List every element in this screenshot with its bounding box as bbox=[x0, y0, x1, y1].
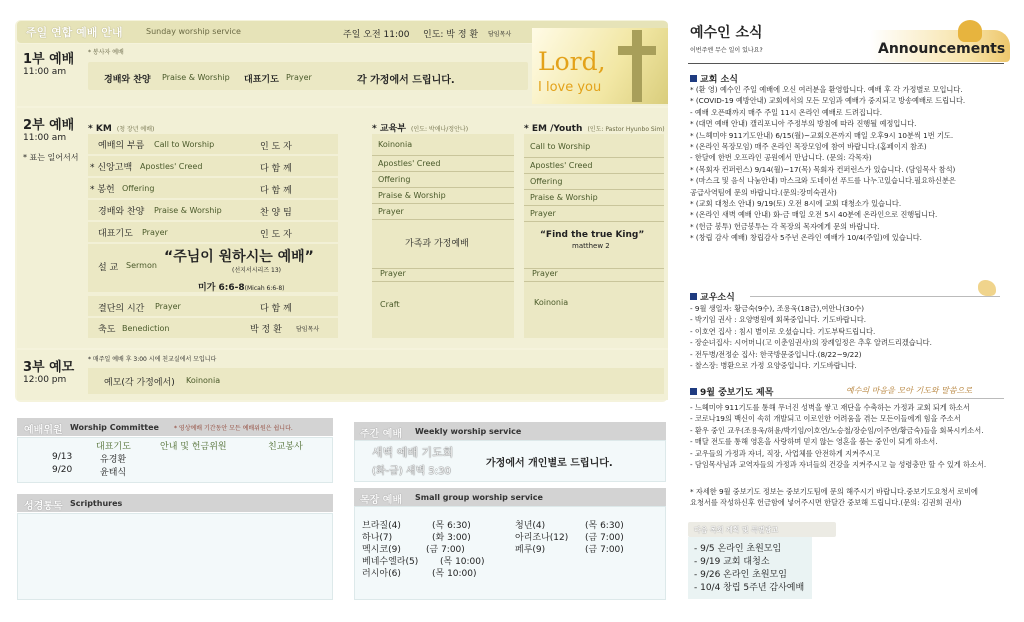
church-item: 공급사역팀에 문의 바랍니다.(문의:장미숙권사) bbox=[690, 187, 837, 197]
member-item: - 찰스장: 병환으로 가정 요양중입니다. 기도바랍니다. bbox=[690, 361, 857, 371]
person-icon bbox=[958, 20, 982, 42]
em-koinonia: Koinonia bbox=[534, 298, 569, 307]
km-end2-role: 담임목사 bbox=[296, 326, 320, 333]
ed-middle: 가족과 가정예배 bbox=[405, 239, 469, 249]
s3-item: 예모(각 가정에서) bbox=[104, 378, 175, 388]
em-row: Apostles' Creed bbox=[524, 158, 664, 174]
committee-col: 대표기도 bbox=[96, 442, 131, 452]
small-time: (목 10:00) bbox=[432, 569, 477, 579]
small-time: (금 7:00) bbox=[426, 545, 465, 555]
section1-note: * 봉사자 예배 bbox=[88, 49, 124, 56]
committee-col: 안내 및 헌금위원 bbox=[160, 442, 227, 452]
member-item: - 9월 생일자: 황금숙(9수), 조용욱(18금),여안나(30수) bbox=[690, 304, 865, 313]
ed-head-label: * 교육부 bbox=[372, 124, 406, 134]
news-rule bbox=[688, 63, 1004, 64]
km-head-sub: (청 장년 예배) bbox=[116, 126, 155, 133]
small-time: (목 6:30) bbox=[585, 521, 624, 531]
ed-craft: Craft bbox=[380, 300, 400, 309]
section2-note: * 표는 일어서서 bbox=[23, 153, 79, 162]
km-row bbox=[88, 222, 338, 242]
lord-line2: I love you bbox=[538, 80, 602, 95]
plan-item: - 9/19 교회 대청소 bbox=[694, 557, 770, 567]
section3-time: 12:00 pm bbox=[23, 375, 67, 385]
small-time: (목 10:00) bbox=[440, 557, 485, 567]
weekly-line2: (화-금) 새벽 5:30 bbox=[372, 466, 451, 477]
prayer-script: 예수의 마음을 모아 기도와 말씀으로 bbox=[846, 386, 973, 395]
committee-name: 유경환 bbox=[100, 455, 127, 465]
ed-head-sub: (인도: 박애나/정안나) bbox=[411, 126, 469, 133]
km-row-who: 인 도 자 bbox=[260, 142, 292, 152]
prayer-foot1: * 자세한 9월 중보기도 정보는 중보기도팀에 문의 해주시기 바랍니다.중보기도요청서 로비에 bbox=[690, 487, 978, 496]
small-row bbox=[362, 530, 485, 542]
small-time: (금 7:00) bbox=[585, 533, 624, 543]
church-item: * (목회자 컨퍼런스) 9/14(월)~17(목) 목회자 컨퍼런스가 있습니다. (담임목사 참석) bbox=[690, 164, 956, 174]
km-row-en: Offering bbox=[122, 184, 155, 193]
plan-item: - 10/4 창립 5주년 감사예배 bbox=[694, 583, 805, 593]
member-item: - 장순녀집사: 시어머니(고 이춘임권사)의 장례일정은 추후 알려드리겠습니다. bbox=[690, 338, 932, 348]
km-end2-en: Benediction bbox=[122, 324, 170, 333]
small-row bbox=[362, 542, 485, 554]
km-row-who: 다 함 께 bbox=[260, 164, 292, 174]
small-row bbox=[515, 518, 624, 530]
km-row-en: Call to Worship bbox=[154, 140, 215, 149]
plan-item: - 9/5 온라인 초원모임 bbox=[694, 544, 782, 554]
ed-row: Praise & Worship bbox=[372, 188, 514, 204]
em-middle2: matthew 2 bbox=[572, 242, 610, 250]
em-row: Call to Worship bbox=[524, 142, 664, 158]
prayer-foot2: 요청서를 작성하신후 헌금함에 넣어주시면 한달간 중보해 드립니다.(문의: 김권희 권사) bbox=[690, 498, 962, 508]
sermon-title: “주님이 원하시는 예배” bbox=[164, 249, 314, 265]
km-row-who: 찬 양 팀 bbox=[260, 208, 292, 218]
news-subtitle: 이번주엔 무슨 일이 있나요? bbox=[690, 47, 763, 54]
church-list bbox=[690, 84, 965, 244]
ed-prayer: Prayer bbox=[372, 268, 514, 282]
km-rows bbox=[88, 134, 338, 244]
scripture-title-en: Scripthures bbox=[70, 499, 123, 508]
cross-icon bbox=[632, 30, 642, 102]
em-middle1: “Find the true King” bbox=[540, 230, 645, 240]
small-row bbox=[362, 518, 485, 530]
km-row-ko: 경배와 찬양 bbox=[98, 207, 145, 217]
church-item: * (느헤미야 911기도안내) 6/15(월)~교회오픈까지 매일 오후9시 10분씩 1번 기도. bbox=[690, 130, 954, 140]
small-time: (화 3:00) bbox=[432, 533, 471, 543]
service-leader: 인도: 박 정 환 bbox=[423, 30, 479, 40]
prayer-item: - 매달 전도를 통해 영혼을 사랑하며 믿지 않는 영혼을 품는 중인이 되게 하소서. bbox=[690, 437, 938, 447]
em-row: Praise & Worship bbox=[524, 190, 664, 206]
sermon-label: 설 교 bbox=[98, 263, 119, 273]
s1-item2: 대표기도 bbox=[244, 75, 279, 85]
committee-title: 예배위원 bbox=[24, 425, 63, 436]
km-row-en: Praise & Worship bbox=[154, 206, 222, 215]
section1-time: 11:00 am bbox=[23, 67, 67, 77]
service-time: 주일 오전 11:00 bbox=[343, 30, 410, 40]
church-item: * (COVID-19 예방안내) 교회에서의 모든 모임과 예배가 중지되고 방송예배로 드립니다. bbox=[690, 96, 966, 106]
prayer-item: - 환우 중인 교우(조용욱/허윤/박기임/이호연/노승철/장순임/이주연/황금숙)들을 회복시키소서. bbox=[690, 425, 984, 435]
church-item: * (온라인 새벽 예배 안내) 화-금 매일 오전 5시 40분에 온라인으로 진행됩니다. bbox=[690, 210, 938, 220]
church-head-label: 교회 소식 bbox=[700, 75, 738, 85]
church-item: * (온라인 목장모임) 매주 온라인 목장모임에 참여 바랍니다.(홈페이지 참조) bbox=[690, 142, 927, 152]
small-group: 베네수엘라(5) bbox=[362, 557, 419, 567]
church-item: * (마스크 및 음식 나눔안내) 마스크와 도네이션 푸드를 나누고있습니다.필요하신분은 bbox=[690, 176, 956, 186]
small-time: (목 6:30) bbox=[432, 521, 471, 531]
ed-head bbox=[372, 116, 468, 135]
km-row bbox=[88, 200, 338, 220]
small-row bbox=[515, 542, 624, 554]
ed-row: Offering bbox=[372, 172, 514, 188]
small-group: 브라질(4) bbox=[362, 521, 401, 531]
km-row-who: 다 함 께 bbox=[260, 186, 292, 196]
cross-bar bbox=[618, 46, 656, 55]
weekly-line1: 새벽 예배 기도회 bbox=[372, 446, 454, 459]
prayer-item: - 코로나19의 백신이 속히 개발되고 이로인한 어려움을 겪는 모든이들에게 힘을 주소서 bbox=[690, 414, 961, 424]
prayer-rule bbox=[690, 398, 1004, 399]
km-row-ko: * 봉헌 bbox=[90, 185, 115, 195]
committee-date: 9/20 bbox=[52, 465, 73, 475]
small-group: 하나(7) bbox=[362, 533, 393, 543]
em-row: Prayer bbox=[524, 206, 664, 222]
committee-note: * 영상예배 기간동안 모든 예배위원은 쉽니다. bbox=[174, 425, 293, 432]
section3-note: * 매주일 예배 후 3:00 시에 친교실에서 모입니다 bbox=[88, 356, 217, 363]
s3-item-en: Koinonia bbox=[186, 376, 221, 385]
km-end1-en: Prayer bbox=[155, 302, 181, 311]
km-end1-ko: 결단의 시간 bbox=[98, 304, 145, 314]
church-item: * (교회 대청소 안내) 9/19(토) 오전 8시에 교회 대청소가 있습니다. bbox=[690, 199, 902, 209]
sermon-ref bbox=[198, 275, 285, 294]
s1-item1-en: Praise & Worship bbox=[162, 73, 230, 82]
plan-list bbox=[694, 541, 804, 593]
small-title: 목장 예배 bbox=[360, 495, 403, 506]
service-title-en: Sunday worship service bbox=[146, 27, 241, 36]
section1-label: 1부 예배 bbox=[23, 52, 75, 67]
scripture-title: 성경통독 bbox=[24, 501, 63, 512]
km-head bbox=[88, 116, 154, 135]
scripture-box bbox=[17, 513, 333, 600]
ed-rows bbox=[372, 140, 514, 220]
em-prayer: Prayer bbox=[524, 268, 664, 282]
weekly-title-en: Weekly worship service bbox=[415, 427, 522, 436]
small-group: 페루(9) bbox=[515, 545, 546, 555]
em-row: Offering bbox=[524, 174, 664, 190]
em-head-label: * EM /Youth bbox=[524, 124, 583, 134]
section3-label: 3부 예모 bbox=[23, 360, 75, 375]
lord-line1: Lord, bbox=[538, 47, 606, 76]
members-head-label: 교우소식 bbox=[700, 293, 735, 303]
small-group: 러시아(6) bbox=[362, 569, 401, 579]
members-list bbox=[690, 303, 932, 371]
members-rule bbox=[750, 296, 1000, 297]
small-title-en: Small group worship service bbox=[415, 493, 543, 502]
church-item: * (창립 감사 예배) 창립감사 5주년 온라인 예배가 10/4(주일)에 있습니다. bbox=[690, 233, 922, 243]
prayer-footnote bbox=[690, 486, 978, 509]
square-icon bbox=[690, 75, 697, 82]
plan-item: - 9/26 온라인 초원모임 bbox=[694, 570, 787, 580]
prayer-item: - 교우들의 가정과 자녀, 직장, 사업체를 안전하게 지켜주시고 bbox=[690, 448, 880, 458]
small-time: (금 7:00) bbox=[585, 545, 624, 555]
km-row bbox=[88, 134, 338, 154]
s1-item1: 경배와 찬양 bbox=[104, 75, 151, 85]
sermon-ref-en: (Micah 6:6-8) bbox=[244, 285, 285, 292]
km-row bbox=[88, 178, 338, 198]
small-right bbox=[515, 518, 624, 554]
plan-head: 다음 목회 계획 및 특별광고 bbox=[694, 526, 779, 534]
km-head-label: * KM bbox=[88, 124, 112, 134]
ed-row: Apostles' Creed bbox=[372, 156, 514, 172]
small-row bbox=[515, 530, 624, 542]
em-head bbox=[524, 116, 665, 135]
member-item: - 전두병/전정순 집사: 한국방문중입니다.(8/22~9/22) bbox=[690, 349, 862, 359]
s1-item3: 각 가정에서 드립니다. bbox=[357, 75, 455, 86]
ed-row: Prayer bbox=[372, 204, 514, 220]
km-row bbox=[88, 156, 338, 176]
square-icon bbox=[690, 293, 697, 300]
news-title: 예수인 소식 bbox=[690, 25, 763, 41]
small-row bbox=[362, 554, 485, 566]
small-group: 아리조나(12) bbox=[515, 533, 569, 543]
member-item: - 이호연 집사 : 침시 별이로 오셨습니다. 기도부탁드립니다. bbox=[690, 326, 876, 336]
section2-time: 11:00 am bbox=[23, 133, 67, 143]
km-row-ko: 예배의 부름 bbox=[98, 141, 145, 151]
km-row-en: Apostles' Creed bbox=[140, 162, 203, 171]
committee-col: 친교봉사 bbox=[268, 442, 303, 452]
member-item: - 박기임 권사 : 요양병원에 회복중입니다. 기도바랍니다. bbox=[690, 315, 867, 325]
small-group: 청년(4) bbox=[515, 521, 546, 531]
church-item: * (헌금 봉투) 헌금봉투는 각 목장의 목자에게 문의 바랍니다. bbox=[690, 221, 880, 231]
prayer-head bbox=[690, 385, 773, 398]
em-head-sub: (인도: Pastor Hyunbo Sim) bbox=[587, 126, 665, 133]
small-row bbox=[362, 566, 485, 578]
committee-date: 9/13 bbox=[52, 452, 73, 462]
sermon-label-en: Sermon bbox=[126, 261, 157, 270]
km-end1-who: 다 함 께 bbox=[260, 304, 292, 314]
sermon-ref-ko: 미가 6:6-8 bbox=[198, 283, 245, 293]
weekly-text: 가정에서 개인별로 드립니다. bbox=[486, 458, 613, 469]
church-item: - 예배 오픈때까지 매주 주일 11시 온라인 예배로 드려집니다. bbox=[690, 107, 882, 117]
church-item: * (대면 예배 안내) 캘리포니아 주정부의 방침에 따라 진행될 예정입니다. bbox=[690, 119, 917, 129]
committee-name: 윤태식 bbox=[100, 468, 127, 478]
members-head bbox=[690, 290, 735, 303]
km-row-who: 인 도 자 bbox=[260, 230, 292, 240]
runner-icon bbox=[978, 280, 996, 296]
s1-item2-en: Prayer bbox=[286, 73, 312, 82]
km-row-ko: 대표기도 bbox=[98, 229, 133, 239]
prayer-item: - 느헤미야 911기도를 통해 무너진 성벽을 쌓고 재단을 수축하는 가정과 교회 되게 하소서 bbox=[690, 403, 970, 412]
service-leader-role: 담임목사 bbox=[488, 31, 512, 38]
em-rows bbox=[524, 142, 664, 222]
km-end2-ko: 축도 bbox=[98, 325, 116, 335]
church-item: - 한달에 한번 오프라인 공원에서 만납니다. (문의: 각목자) bbox=[690, 153, 872, 163]
km-row-ko: * 신앙고백 bbox=[90, 163, 133, 173]
prayer-head-label: 9월 중보기도 제목 bbox=[700, 388, 774, 398]
committee-title-en: Worship Committee bbox=[70, 423, 159, 432]
small-left bbox=[362, 518, 485, 578]
ed-row: Koinonia bbox=[372, 140, 514, 156]
sermon-sub: (선지서시리즈 13) bbox=[232, 267, 281, 274]
service-title: 주일 연합 예배 안내 bbox=[26, 26, 123, 39]
km-row-en: Prayer bbox=[142, 228, 168, 237]
small-group: 멕시코(9) bbox=[362, 545, 401, 555]
church-item: * (환 영) 예수인 주일 예배에 오신 여러분을 환영합니다. 예배 후 각 가정별로 모입니다. bbox=[690, 85, 963, 94]
prayer-list bbox=[690, 402, 986, 470]
announce-text: Announcements bbox=[878, 41, 1006, 57]
section2-label: 2부 예배 bbox=[23, 118, 75, 133]
km-end2-who: 박 정 환 bbox=[250, 325, 282, 335]
prayer-item: - 담임목사님과 교역자들의 가정과 자녀들의 건강을 지켜주시고 늘 성령충만 할 수 있게 하소서. bbox=[690, 460, 987, 470]
square-icon bbox=[690, 388, 697, 395]
weekly-title: 주간 예배 bbox=[360, 429, 403, 440]
scripture-header bbox=[17, 494, 333, 512]
